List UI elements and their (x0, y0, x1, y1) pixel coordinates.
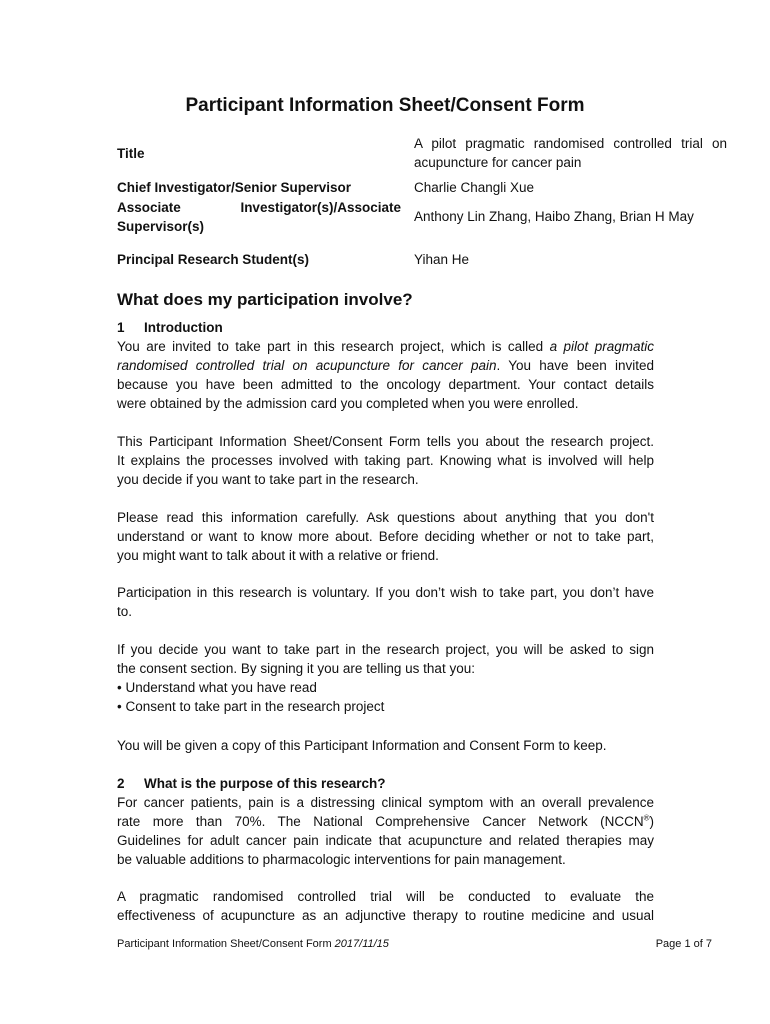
purpose-p1-line4: be valuable additions to pharmacologic interventions for pain management. (117, 852, 566, 867)
intro-p1-italic-a: a pilot pragmatic (549, 339, 654, 354)
purpose-p2-line2: effectiveness of acupuncture as an adjunctive therapy to routine medicine and usual (117, 908, 654, 923)
title-value (414, 134, 727, 172)
intro-p5-line2: the consent section. By signing it you are telling us that you: (117, 661, 475, 676)
intro-p3-line1: Please read this information carefully. Ask questions about anything that you don't (117, 510, 654, 525)
intro-p1-text-a: You are invited to take part in this research project, which is called (117, 339, 550, 354)
title-value-line1: A pilot pragmatic randomised controlled trial on (414, 136, 727, 151)
purpose-p2-line1: A pragmatic randomised controlled trial will be conducted to evaluate the (117, 889, 654, 904)
principal-student-label: Principal Research Student(s) (117, 252, 310, 267)
intro-paragraph-4 (117, 583, 654, 621)
purpose-p1-line3: Guidelines for adult cancer pain indicate that acupuncture and related therapies may (117, 833, 654, 848)
intro-paragraph-5 (117, 640, 654, 716)
intro-p5-bullet2: • Consent to take part in the research project (117, 699, 385, 714)
intro-paragraph-2 (117, 432, 654, 489)
section-heading: What does my participation involve? (117, 290, 413, 309)
chief-investigator-value: Charlie Changli Xue (414, 180, 535, 195)
principal-student-value: Yihan He (414, 252, 470, 267)
intro-p1-italic-b: randomised controlled trial on acupuncture for cancer pain (117, 358, 497, 373)
intro-p4-line2: to. (117, 604, 133, 619)
page-title: Participant Information Sheet/Consent Form (185, 95, 585, 116)
intro-p1-text-b: . You have been invited (496, 358, 655, 373)
purpose-number: 2 (117, 776, 125, 791)
intro-p5-bullet1: • Understand what you have read (117, 680, 317, 695)
intro-p2-line3: you decide if you want to take part in the research. (117, 472, 419, 487)
intro-p5-line1: If you decide you want to take part in the research project, you will be asked to sign (117, 642, 654, 657)
intro-paragraph-1 (117, 337, 654, 413)
intro-p4-line1: Participation in this research is voluntary. If you don’t wish to take part, you don’t have (117, 585, 654, 600)
title-value-line2: acupuncture for cancer pain (414, 155, 582, 170)
intro-paragraph-6 (117, 736, 654, 755)
intro-paragraph-3 (117, 508, 654, 565)
associate-investigator-label-line1: Associate Investigator(s)/Associate (117, 200, 401, 215)
purpose-paragraph-2 (117, 887, 654, 925)
title-label: Title (117, 146, 145, 161)
purpose-p1-line2b: ) (649, 814, 654, 829)
intro-p2-line1: This Participant Information Sheet/Consent Form tells you about the research project. (117, 434, 654, 449)
intro-p6-line1: You will be given a copy of this Participant Information and Consent Form to keep. (117, 738, 607, 753)
intro-heading (117, 318, 223, 337)
footer-text: Participant Information Sheet/Consent Form (117, 938, 335, 950)
chief-investigator-label: Chief Investigator/Senior Supervisor (117, 180, 352, 195)
intro-p3-line3: you might want to talk about it with a relative or friend. (117, 548, 439, 563)
page-number: Page 1 of 7 (655, 938, 712, 950)
intro-p3-line2: understand or want to know more about. Before deciding whether or not to take part, (117, 529, 654, 544)
purpose-p1-line1: For cancer patients, pain is a distressing clinical symptom with an overall prevalence (117, 795, 654, 810)
registered-mark: ® (643, 813, 650, 823)
associate-investigator-value: Anthony Lin Zhang, Haibo Zhang, Brian H May (414, 209, 694, 224)
purpose-title: What is the purpose of this research? (144, 776, 386, 791)
associate-investigator-label-line2: Supervisor(s) (117, 219, 205, 234)
purpose-heading (117, 774, 386, 793)
intro-p1-line3: because you have been admitted to the oncology department. Your contact details (117, 377, 654, 392)
purpose-p1-line2a: rate more than 70%. The National Comprehensive Cancer Network (NCCN (117, 814, 644, 829)
intro-title: Introduction (144, 320, 223, 335)
footer-document-name (117, 938, 389, 950)
intro-p2-line2: It explains the processes involved with taking part. Knowing what is involved will help (117, 453, 654, 468)
footer-date: 2017/11/15 (334, 938, 389, 950)
intro-number: 1 (117, 320, 125, 335)
purpose-paragraph-1 (117, 793, 654, 869)
intro-p1-line4: were obtained by the admission card you completed when you were enrolled. (117, 396, 579, 411)
